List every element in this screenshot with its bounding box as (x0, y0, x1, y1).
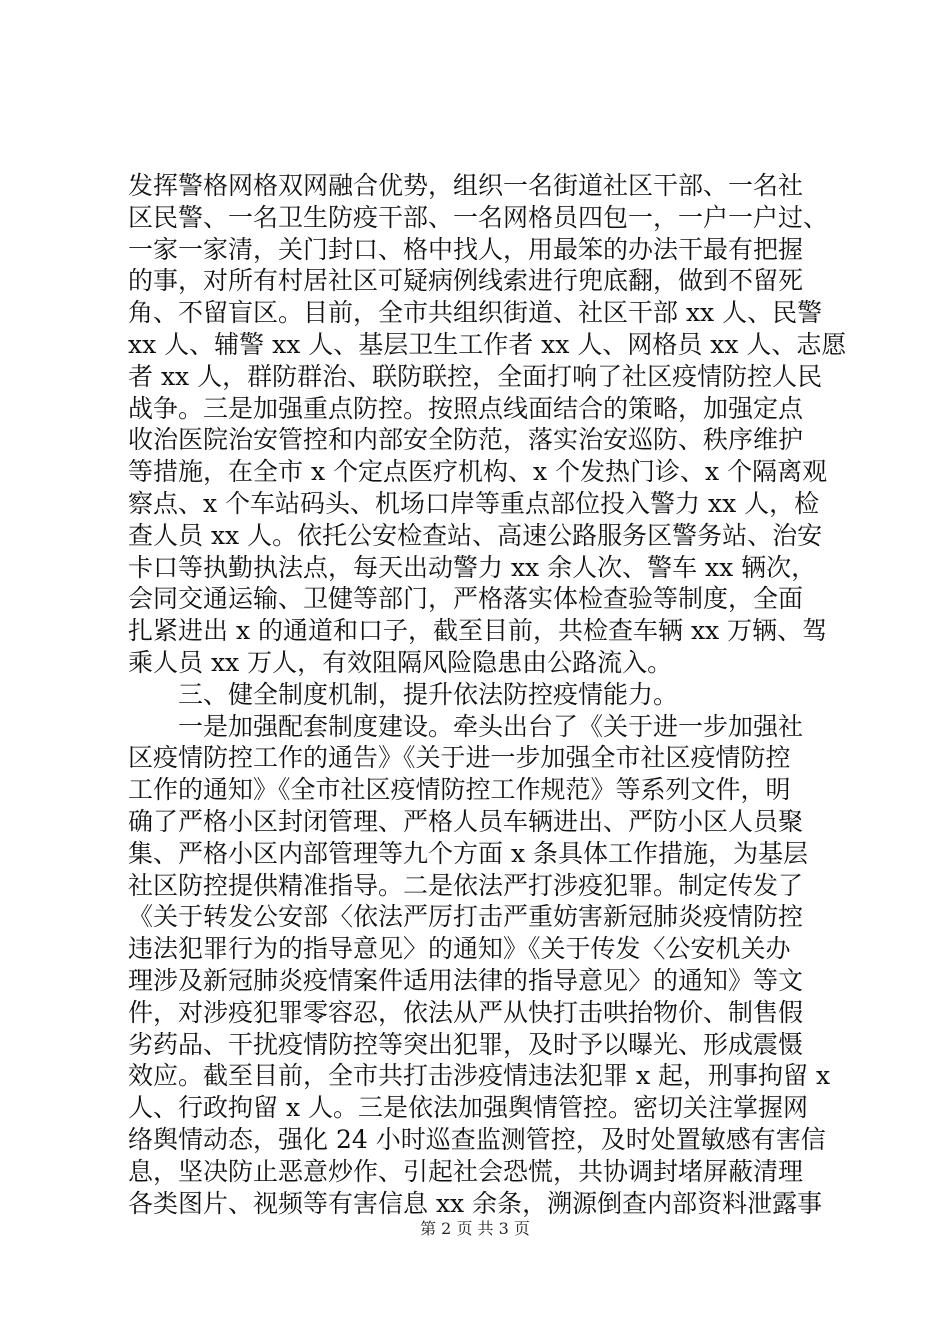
page-footer: 第 2 页 共 3 页 (420, 1219, 530, 1238)
text-line: 发挥警格网格双网融合优势，组织一名街道社区干部、一名社 (128, 171, 804, 200)
text-line: 会同交通运输、卫健等部门，严格落实体检查验等制度，全面 (128, 584, 804, 614)
text-line: 扎紧进出 x 的通道和口子，截至目前，共检查车辆 xx 万辆、驾 (128, 616, 828, 646)
text-line: 确了严格小区封闭管理、严格人员车辆进出、严防小区人员聚 (128, 806, 804, 836)
text-line: 乘人员 xx 万人，有效阻隔风险隐患由公路流入。 (128, 647, 673, 677)
text-line: 者 xx 人，群防群治、联防联控，全面打响了社区疫情防控人民 (128, 361, 823, 391)
text-line: 区疫情防控工作的通告》《关于进一步加强全市社区疫情防控 (128, 743, 791, 773)
text-line: 集、严格小区内部管理等九个方面 x 条具体工作措施，为基层 (128, 838, 808, 868)
text-line: 一是加强配套制度建设。牵头出台了《关于进一步加强社 (178, 711, 804, 741)
text-line: 劣药品、干扰疫情防控等突出犯罪，及时予以曝光、形成震慑 (128, 1029, 804, 1059)
text-line: 的事，对所有村居社区可疑病例线索进行兜底翻，做到不留死 (128, 266, 804, 296)
document-body (128, 170, 847, 1219)
text-line: 等措施，在全市 x 个定点医疗机构、x 个发热门诊、x 个隔离观 (128, 457, 828, 487)
text-line: 效应。截至目前，全市共打击涉疫情违法犯罪 x 起，刑事拘留 x (128, 1061, 831, 1091)
text-line: 各类图片、视频等有害信息 xx 余条，溯源倒查内部资料泄露事 (128, 1188, 823, 1218)
text-line: xx 人、辅警 xx 人、基层卫生工作者 xx 人、网格员 xx 人、志愿 (128, 329, 847, 359)
text-line: 社区防控提供精准指导。二是依法严打涉疫犯罪。制定传发了 (128, 870, 804, 900)
text-line: 查人员 xx 人。依托公安检查站、高速公路服务区警务站、治安 (128, 520, 823, 550)
text-line: 三、健全制度机制，提升依法防控疫情能力。 (178, 679, 679, 709)
text-line: 件，对涉疫犯罪零容忍，依法从严从快打击哄抬物价、制售假 (128, 997, 804, 1027)
text-line: 《关于转发公安部〈依法严厉打击严重妨害新冠肺炎疫情防控 (128, 902, 804, 932)
text-line: 区民警、一名卫生防疫干部、一名网格员四包一，一户一户过、 (128, 202, 829, 232)
text-line: 工作的通知》《全市社区疫情防控工作规范》等系列文件，明 (128, 775, 791, 805)
text-line: 角、不留盲区。目前，全市共组织街道、社区干部 xx 人、民警 (128, 298, 823, 328)
text-line: 一家一家清，关门封口、格中找人，用最笨的办法干最有把握 (128, 234, 804, 264)
text-line: 理涉及新冠肺炎疫情案件适用法律的指导意见〉的通知》等文 (128, 965, 804, 995)
text-line: 息，坚决防止恶意炒作、引起社会恐慌，共协调封堵屏蔽清理 (128, 1156, 804, 1186)
text-line: 违法犯罪行为的指导意见〉的通知》《关于传发〈公安机关办 (128, 934, 791, 964)
text-line: 卡口等执勤执法点，每天出动警力 xx 余人次、警车 xx 辆次， (128, 552, 817, 582)
text-line: 战争。三是加强重点防控。按照点线面结合的策略，加强定点 (128, 393, 804, 423)
text-line: 络舆情动态，强化 24 小时巡查监测管控，及时处置敏感有害信 (128, 1124, 826, 1154)
text-line: 察点、x 个车站码头、机场口岸等重点部位投入警力 xx 人，检 (128, 488, 820, 518)
text-line: 收治医院治安管控和内部安全防范，落实治安巡防、秩序维护 (128, 425, 804, 455)
text-line: 人、行政拘留 x 人。三是依法加强舆情管控。密切关注掌握网 (128, 1093, 808, 1123)
